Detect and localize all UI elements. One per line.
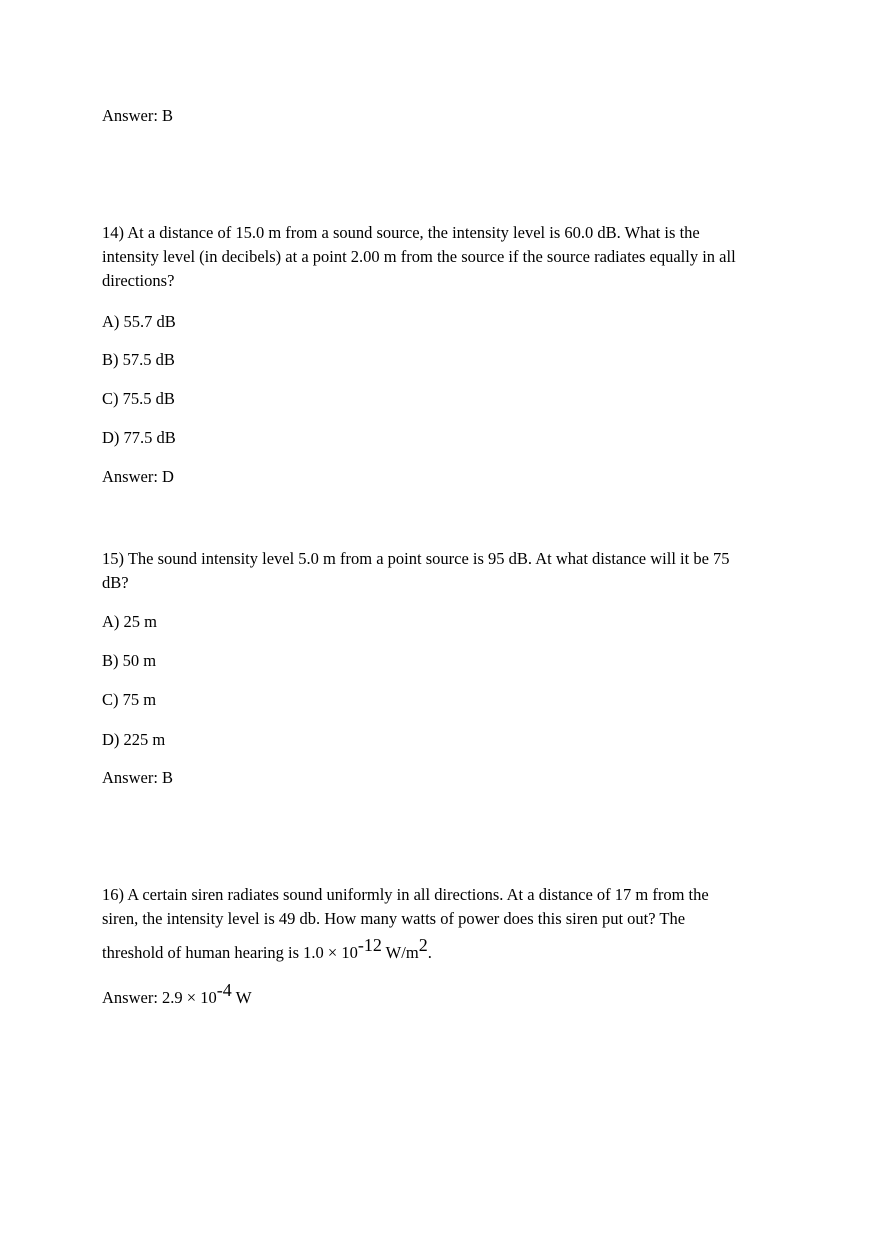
question-15-option-b: B) 50 m	[102, 651, 157, 670]
question-14-text-1: At a distance of 15.0 m from a sound source, the intensity level is 60.0 dB. What is the	[127, 223, 700, 242]
question-14-line-3: directions?	[102, 271, 175, 290]
question-16-line-1	[102, 885, 709, 905]
question-14-option-a: A) 55.7 dB	[102, 312, 176, 331]
question-16-line-3	[102, 935, 432, 963]
question-15-option-a: A) 25 m	[102, 612, 157, 631]
question-14-option-d: D) 77.5 dB	[102, 428, 176, 447]
question-15-answer: Answer: B	[102, 768, 174, 787]
question-14-number: 14)	[102, 223, 124, 242]
question-14-option-c: C) 75.5 dB	[102, 389, 175, 408]
question-16-answer	[102, 980, 252, 1008]
answer-16-text: Answer: 2.9 × 10	[102, 988, 217, 1007]
threshold-suffix: .	[427, 943, 432, 962]
question-15-number: 15)	[102, 549, 124, 568]
question-16-text-1: A certain siren radiates sound uniformly in all directions. At a distance of 17 m from the	[127, 885, 709, 904]
threshold-exponent: -12	[357, 935, 382, 955]
threshold-unit-exponent: 2	[418, 935, 428, 955]
question-14-line-2: intensity level (in decibels) at a point 2.00 m from the source if the source radiates equally in all	[102, 247, 736, 266]
question-15-line-1	[102, 549, 730, 569]
answer-16-exponent: -4	[216, 980, 232, 1000]
question-15-option-d: D) 225 m	[102, 730, 166, 749]
threshold-text: threshold of human hearing is 1.0 × 10	[102, 943, 358, 962]
question-15-text-1: The sound intensity level 5.0 m from a point source is 95 dB. At what distance will it be 75	[127, 549, 730, 568]
question-16-line-2: siren, the intensity level is 49 db. How many watts of power does this siren put out? The	[102, 909, 686, 928]
question-14-line-1	[102, 223, 700, 243]
question-16-number: 16)	[102, 885, 124, 904]
threshold-unit: W/m	[381, 943, 419, 962]
question-14-option-b: B) 57.5 dB	[102, 350, 175, 369]
answer-13: Answer: B	[102, 106, 174, 125]
answer-16-unit: W	[231, 988, 252, 1007]
question-14-answer: Answer: D	[102, 467, 174, 486]
question-15-option-c: C) 75 m	[102, 690, 157, 709]
question-15-line-2: dB?	[102, 573, 129, 592]
